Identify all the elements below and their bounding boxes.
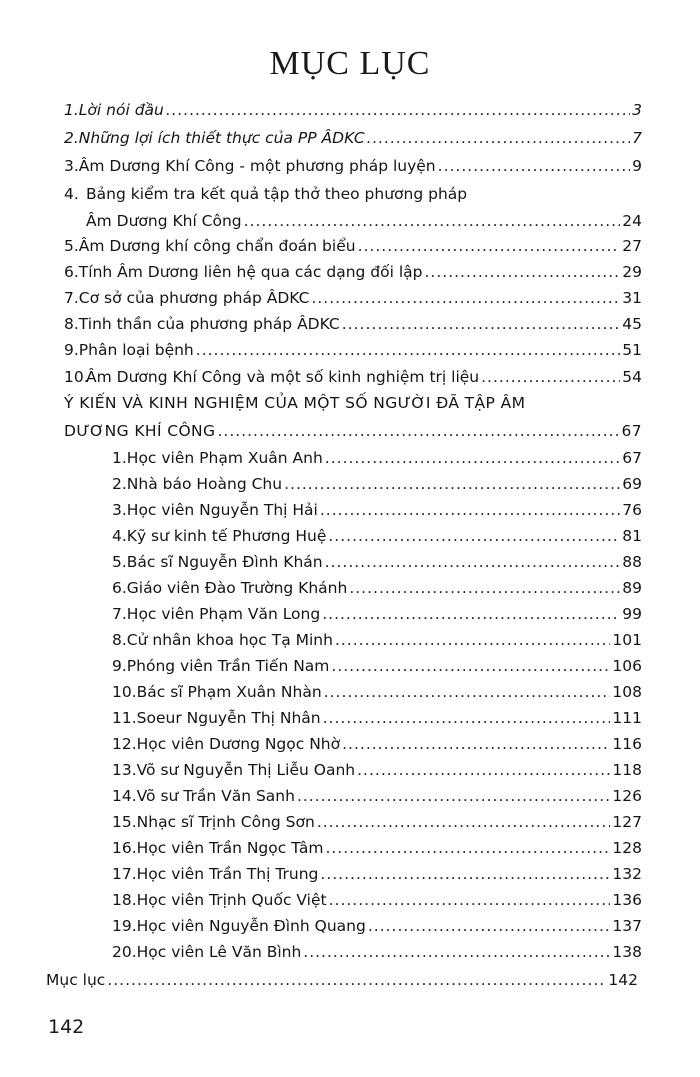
entry-number: 13. <box>112 761 137 779</box>
toc-entry-4-continued <box>86 208 642 234</box>
dot-leader <box>217 418 619 444</box>
toc-entry-3 <box>64 153 642 179</box>
sub-entry <box>112 497 642 523</box>
entry-text: Học viên Phạm Văn Long <box>126 605 321 623</box>
sub-entry <box>112 445 642 471</box>
sub-entry <box>112 861 642 887</box>
section-heading-line-2 <box>64 418 642 444</box>
dot-leader <box>324 679 611 705</box>
entry-number: 3. <box>64 157 79 175</box>
dot-leader <box>311 285 620 311</box>
entry-text: Lời nói đầu <box>78 101 164 119</box>
entry-text: Âm Dương Khí Công - một phương pháp luyện <box>78 157 436 175</box>
entry-page: 108 <box>612 683 642 701</box>
entry-text: Nhà báo Hoàng Chu <box>126 475 283 493</box>
sub-entry <box>112 809 642 835</box>
entry-text: Học viên Lê Văn Bình <box>136 943 302 961</box>
entry-number: 4. <box>64 185 79 203</box>
entry-text: Học viên Nguyễn Đình Quang <box>136 917 366 935</box>
entry-text: Học viên Phạm Xuân Anh <box>126 449 323 467</box>
section-heading-line-1 <box>64 390 644 416</box>
entry-page: 88 <box>622 553 642 571</box>
sub-entry <box>112 913 642 939</box>
entry-number: 2. <box>112 475 127 493</box>
dot-leader <box>323 705 611 731</box>
entry-text: Tinh thần của phương pháp ÂDKC <box>78 315 340 333</box>
entry-page: 27 <box>622 237 642 255</box>
sub-entry <box>112 575 642 601</box>
entry-number: 14. <box>112 787 137 805</box>
sub-entry <box>112 887 642 913</box>
dot-leader <box>438 153 630 179</box>
entry-number: 10. <box>64 368 89 386</box>
dot-leader <box>297 783 610 809</box>
entry-number: 10. <box>112 683 137 701</box>
entry-number: 12. <box>112 735 137 753</box>
entry-number: 17. <box>112 865 137 883</box>
entry-number: 6. <box>64 263 79 281</box>
entry-text: Những lợi ích thiết thực của PP ÂDKC <box>78 129 365 147</box>
sub-entry <box>112 679 642 705</box>
entry-text: Học viên Trần Ngọc Tâm <box>136 839 324 857</box>
entry-text: Âm Dương Khí Công và một số kinh nghiệm trị liệu <box>86 368 480 386</box>
dot-leader <box>367 125 630 151</box>
entry-number: 19. <box>112 917 137 935</box>
entry-page: 137 <box>612 917 642 935</box>
dot-leader <box>325 549 621 575</box>
dot-leader <box>325 445 620 471</box>
entry-number: 1. <box>64 101 79 119</box>
entry-number: 16. <box>112 839 137 857</box>
sub-entry <box>112 783 642 809</box>
dot-leader <box>317 809 611 835</box>
entry-number: 5. <box>64 237 79 255</box>
entry-text: Cử nhân khoa học Tạ Minh <box>126 631 333 649</box>
entry-number: 3. <box>112 501 127 519</box>
toc-entry-4 <box>64 181 642 207</box>
entry-text: Tính Âm Dương liên hệ qua các dạng đối lập <box>78 263 423 281</box>
entry-page: 76 <box>622 501 642 519</box>
toc-entry-9 <box>64 337 642 363</box>
entry-number: 8. <box>112 631 127 649</box>
toc-entry-10 <box>64 364 642 390</box>
entry-text: Âm Dương khí công chẩn đoán biểu <box>78 237 356 255</box>
sub-entry <box>112 757 642 783</box>
entry-page: 89 <box>622 579 642 597</box>
sub-entry <box>112 627 642 653</box>
dot-leader <box>107 967 606 993</box>
entry-page: 31 <box>622 289 642 307</box>
entry-text: Bảng kiểm tra kết quả tập thở theo phương pháp <box>86 185 468 203</box>
dot-leader <box>244 208 621 234</box>
entry-number: 1. <box>112 449 127 467</box>
entry-number: 20. <box>112 943 137 961</box>
sub-entry <box>112 731 642 757</box>
entry-number: 8. <box>64 315 79 333</box>
entry-page: 45 <box>622 315 642 333</box>
entry-number: 6. <box>112 579 127 597</box>
dot-leader <box>320 861 610 887</box>
entry-text: Học viên Trần Thị Trung <box>136 865 319 883</box>
entry-number: 7. <box>64 289 79 307</box>
toc-entry-1 <box>64 97 642 123</box>
dot-leader <box>328 523 620 549</box>
sub-entry <box>112 835 642 861</box>
entry-text: Phân loại bệnh <box>78 341 194 359</box>
sub-entry <box>112 549 642 575</box>
entry-number: 11. <box>112 709 137 727</box>
sub-entry <box>112 705 642 731</box>
dot-leader <box>303 939 610 965</box>
dot-leader <box>329 887 611 913</box>
entry-page: 118 <box>612 761 642 779</box>
entry-page: 127 <box>612 813 642 831</box>
entry-text: Võ sư Nguyễn Thị Liễu Oanh <box>136 761 356 779</box>
toc-entry-6 <box>64 259 642 285</box>
entry-number: 9. <box>64 341 79 359</box>
dot-leader <box>342 311 621 337</box>
entry-page: 111 <box>612 709 642 727</box>
entry-text: Học viên Dương Ngọc Nhờ <box>136 735 341 753</box>
entry-text: Nhạc sĩ Trịnh Công Sơn <box>136 813 315 831</box>
entry-text: Học viên Nguyễn Thị Hải <box>126 501 318 519</box>
entry-text: Giáo viên Đào Trường Khánh <box>126 579 348 597</box>
entry-text: Bác sĩ Nguyễn Đình Khán <box>126 553 323 571</box>
toc-entry-2 <box>64 125 642 151</box>
sub-entry <box>112 523 642 549</box>
dot-leader <box>357 757 610 783</box>
entry-page: 7 <box>632 129 642 147</box>
section-heading-text: Ý KIẾN VÀ KINH NGHIỆM CỦA MỘT SỐ NGƯỜI ĐÃ TẬP ÂM <box>64 394 526 412</box>
entry-number: 18. <box>112 891 137 909</box>
sub-entry <box>112 653 642 679</box>
entry-page: 138 <box>612 943 642 961</box>
dot-leader <box>349 575 620 601</box>
entry-page: 3 <box>632 101 642 119</box>
page-title: MỤC LỤC <box>269 45 431 82</box>
dot-leader <box>368 913 611 939</box>
dot-leader <box>325 835 610 861</box>
entry-page: 142 <box>608 971 638 989</box>
entry-number: 15. <box>112 813 137 831</box>
entry-text: Âm Dương Khí Công <box>86 212 242 230</box>
entry-page: 128 <box>612 839 642 857</box>
entry-page: 116 <box>612 735 642 753</box>
entry-number: 5. <box>112 553 127 571</box>
entry-number: 2. <box>64 129 79 147</box>
entry-page: 29 <box>622 263 642 281</box>
dot-leader <box>196 337 621 363</box>
entry-page: 101 <box>612 631 642 649</box>
entry-page: 69 <box>622 475 642 493</box>
entry-page: 51 <box>622 341 642 359</box>
entry-number: 9. <box>112 657 127 675</box>
dot-leader <box>322 601 620 627</box>
entry-page: 81 <box>622 527 642 545</box>
entry-page: 126 <box>612 787 642 805</box>
entry-text: Học viên Trịnh Quốc Việt <box>136 891 327 909</box>
sub-entry <box>112 471 642 497</box>
dot-leader <box>358 233 621 259</box>
entry-page: 67 <box>621 422 642 440</box>
toc-entry-muc-luc <box>46 967 638 993</box>
dot-leader <box>166 97 630 123</box>
dot-leader <box>320 497 620 523</box>
entry-text: Bác sĩ Phạm Xuân Nhàn <box>136 683 322 701</box>
entry-page: 9 <box>632 157 642 175</box>
entry-text: Kỹ sư kinh tế Phương Huệ <box>126 527 327 545</box>
entry-page: 24 <box>622 212 642 230</box>
entry-text: Cơ sở của phương pháp ÂDKC <box>78 289 310 307</box>
entry-text: Mục lục <box>46 971 106 989</box>
entry-page: 67 <box>622 449 642 467</box>
dot-leader <box>481 364 620 390</box>
dot-leader <box>331 653 610 679</box>
dot-leader <box>335 627 610 653</box>
dot-leader <box>284 471 620 497</box>
toc-entry-7 <box>64 285 642 311</box>
entry-page: 106 <box>612 657 642 675</box>
toc-entry-5 <box>64 233 642 259</box>
entry-page: 132 <box>612 865 642 883</box>
sub-entry <box>112 601 642 627</box>
entry-text: Võ sư Trần Văn Sanh <box>136 787 295 805</box>
entry-text: Soeur Nguyễn Thị Nhân <box>136 709 321 727</box>
sub-entry <box>112 939 642 965</box>
page-number: 142 <box>48 1016 85 1038</box>
dot-leader <box>342 731 610 757</box>
dot-leader <box>424 259 620 285</box>
entry-page: 136 <box>612 891 642 909</box>
toc-entry-8 <box>64 311 642 337</box>
entry-page: 54 <box>622 368 642 386</box>
entry-number: 7. <box>112 605 127 623</box>
entry-text: Phóng viên Trần Tiến Nam <box>126 657 330 675</box>
entry-number: 4. <box>112 527 127 545</box>
section-heading-text: DƯƠNG KHÍ CÔNG <box>64 422 216 440</box>
entry-page: 99 <box>622 605 642 623</box>
